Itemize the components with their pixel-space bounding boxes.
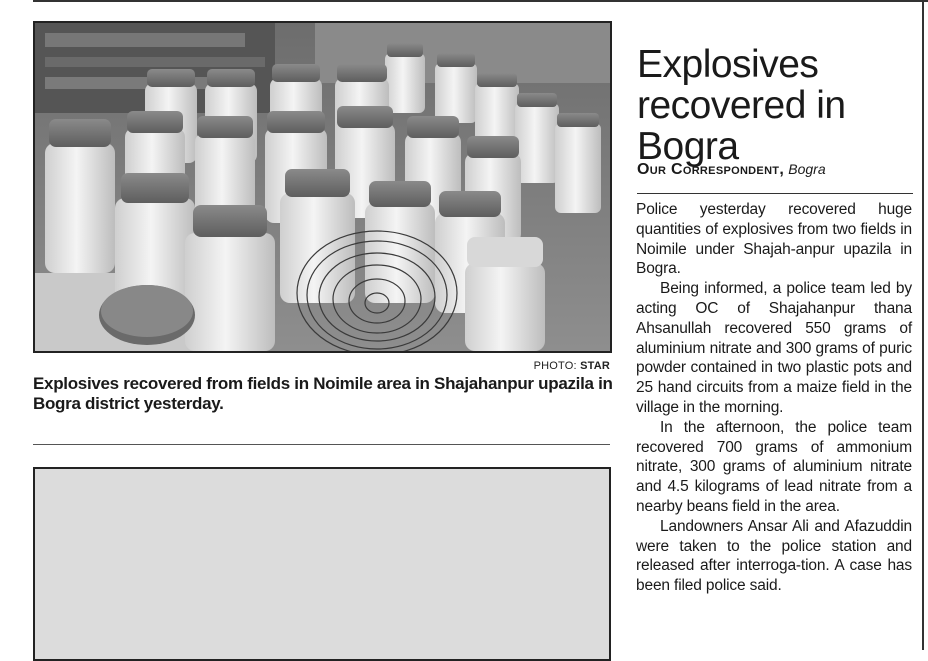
article-headline: Explosives recovered in Bogra (637, 43, 846, 169)
caption-divider (33, 444, 610, 445)
blank-ad-box (33, 467, 611, 661)
photo-credit (33, 360, 610, 372)
article-paragraph: Being informed, a police team led by acting OC of Shajahanpur thana Ahsanullah recovered 550 grams of aluminium nitrate and 300 grams of puric powder contained in two plastic pots and 25 hand circuits from a maize field in the village in the morning. (636, 280, 912, 416)
article-paragraph: Police yesterday recovered huge quantities of explosives from two fields in Noimile under Shajah-anpur upazila in Bogra. (636, 201, 912, 278)
byline-name: Our Correspondent, (637, 161, 785, 178)
byline-place: Bogra (788, 161, 826, 177)
news-photo (33, 21, 612, 353)
article-body (636, 200, 912, 596)
photo-credit-source: STAR (580, 360, 610, 372)
photo-caption: Explosives recovered from fields in Noimile area in Shajahanpur upazila in Bogra district yesterday. (33, 374, 613, 413)
article-paragraph: In the afternoon, the police team recovered 700 grams of ammonium nitrate, 300 grams of aluminium nitrate and 4.5 kilograms of lead nitrate from a nearby beans field in the area. (636, 418, 912, 515)
byline (637, 161, 917, 179)
byline-divider (637, 193, 913, 194)
top-rule (33, 0, 928, 2)
article-paragraph: Landowners Ansar Ali and Afazuddin were taken to the police station and released after interroga-tion. A case has been filed police said. (636, 517, 912, 595)
photo-credit-prefix: PHOTO: (533, 360, 577, 372)
column-rule (922, 2, 924, 650)
photo-jars-illustration (35, 23, 610, 351)
